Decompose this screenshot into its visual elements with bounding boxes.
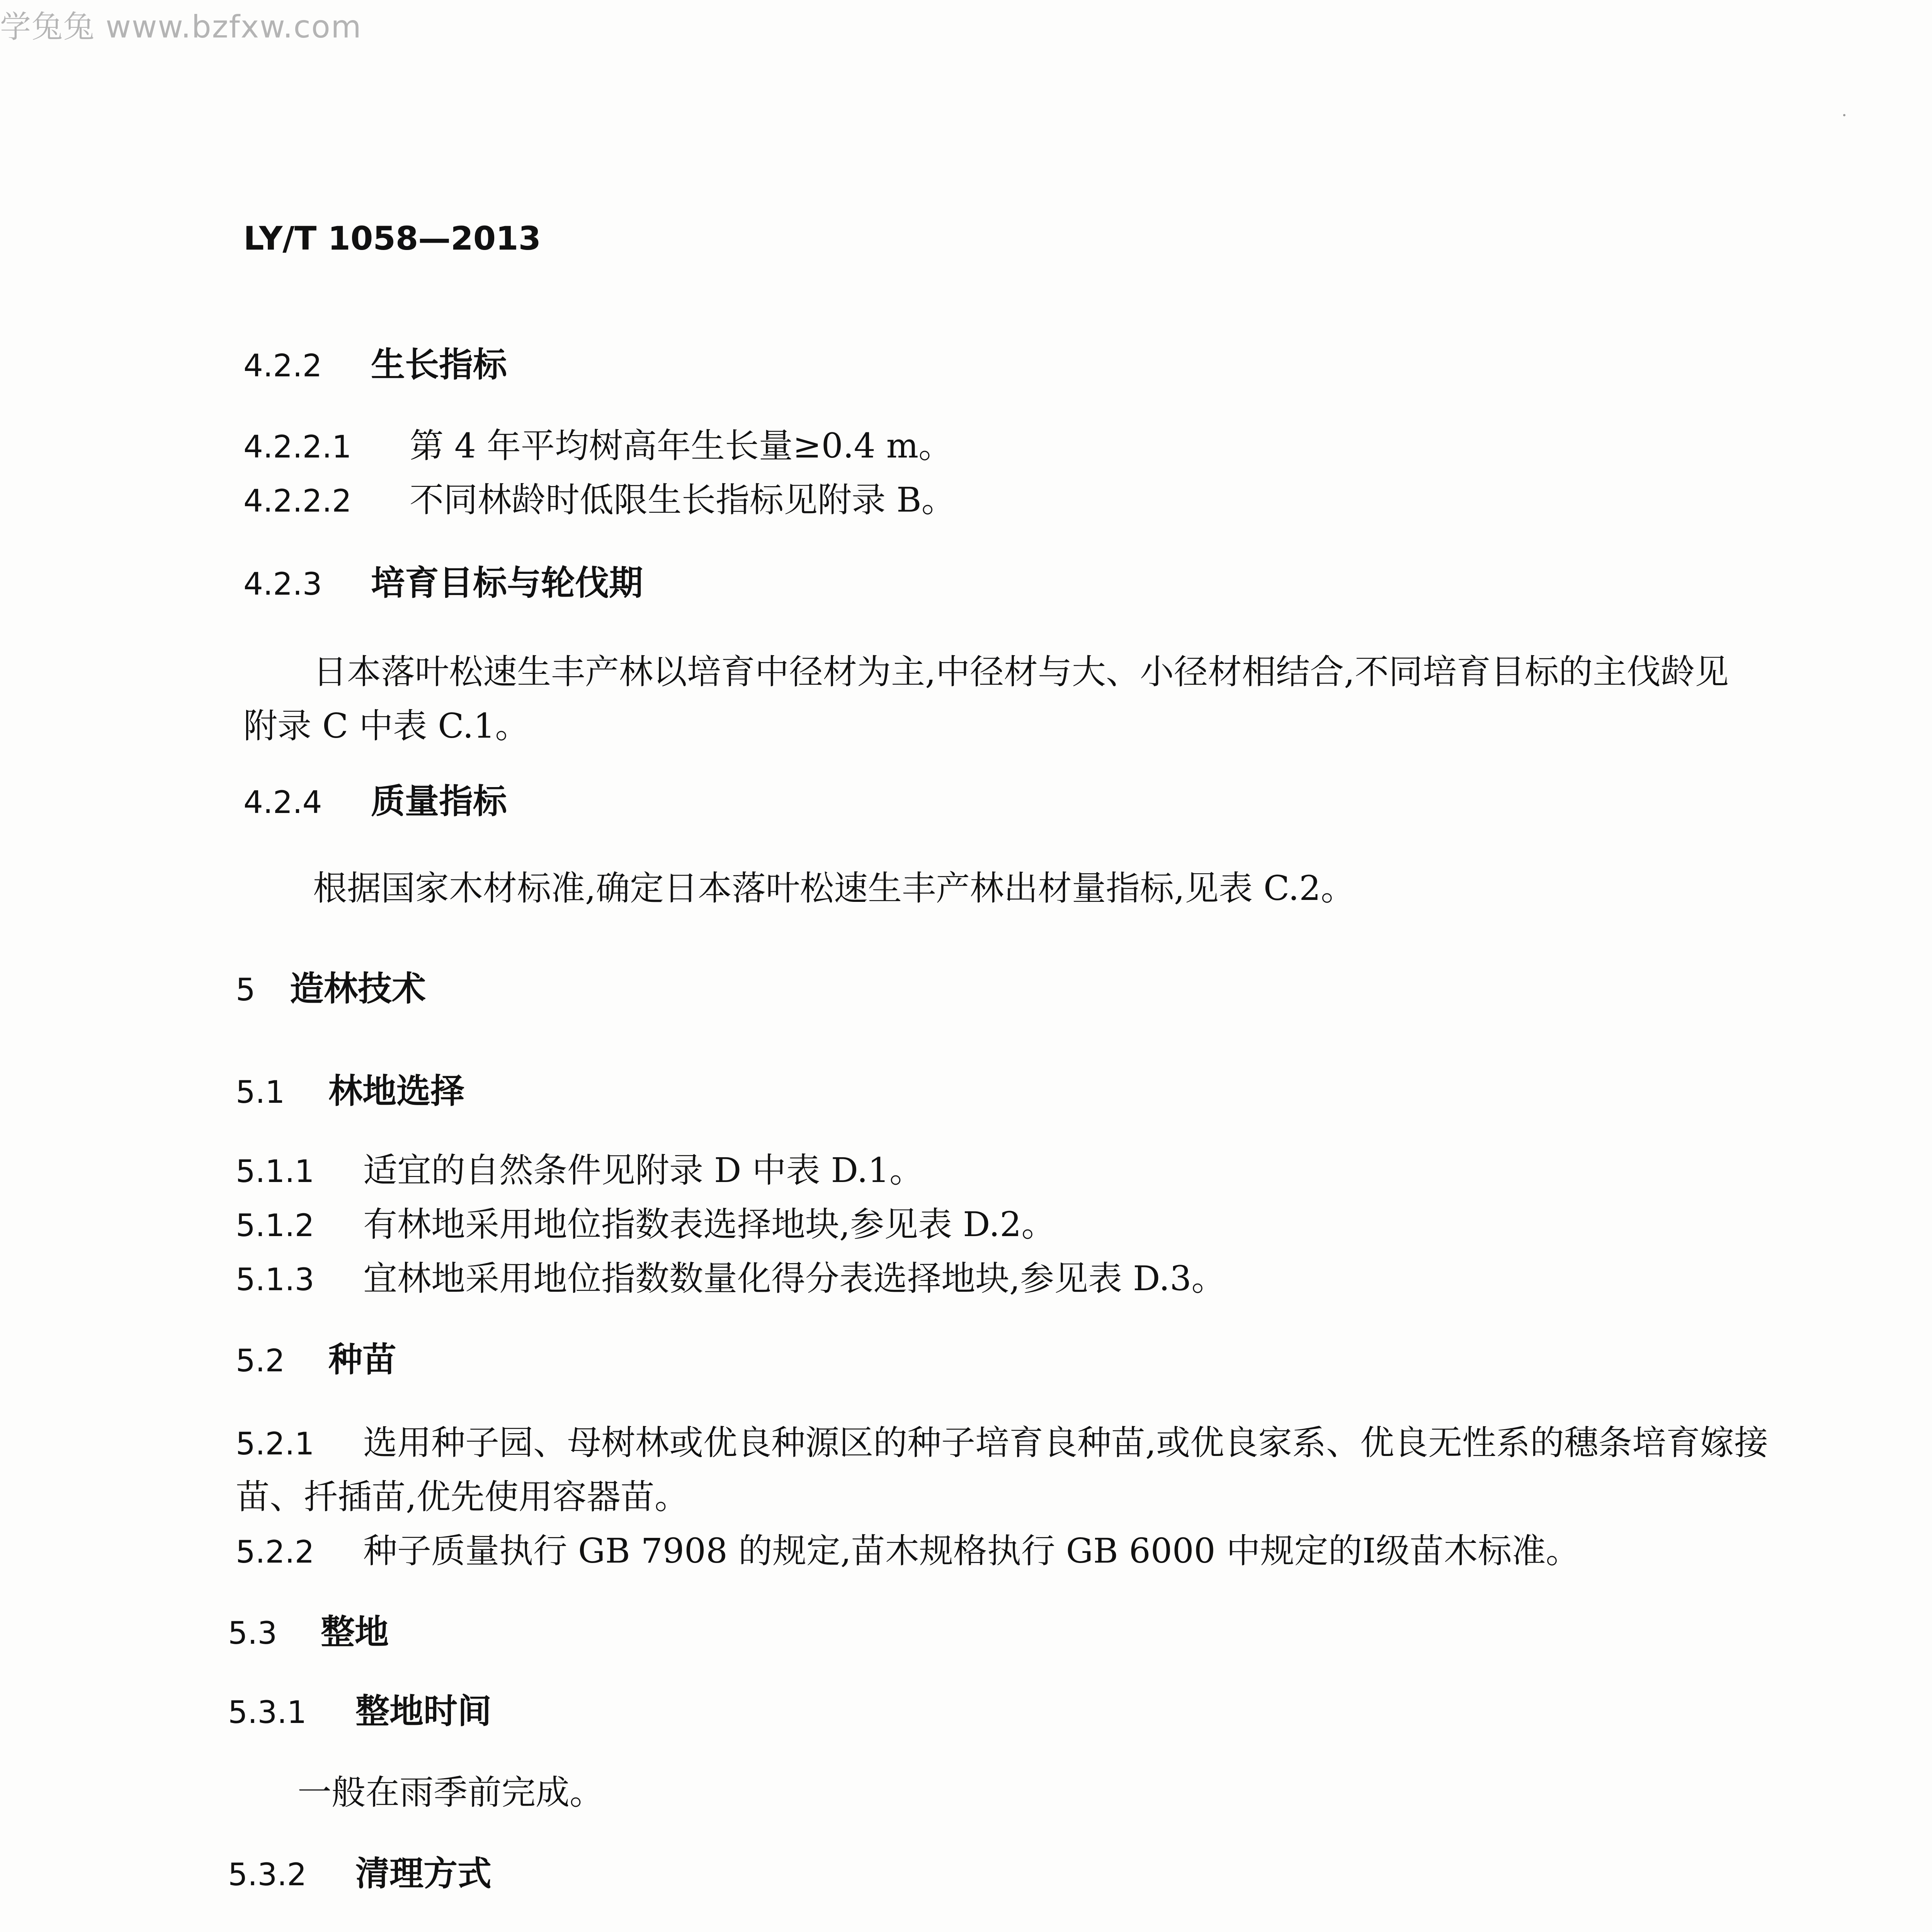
clause-number: 4.2.2.2 [243, 483, 352, 519]
clause-text: 选用种子园、母树林或优良种源区的种子培育良种苗,或优良家系、优良无性系的穗条培育嫁接 [363, 1423, 1768, 1463]
chapter-title: 造林技术 [290, 969, 426, 1009]
section-5-3-1-heading [228, 1691, 492, 1731]
section-title: 生长指标 [371, 345, 507, 384]
section-number: 5.3.2 [228, 1857, 307, 1893]
section-title: 清理方式 [355, 1854, 492, 1893]
clause-number: 5.1.2 [236, 1208, 315, 1243]
clause-text: 有林地采用地位指数表选择地块,参见表 D.2。 [363, 1204, 1056, 1244]
chapter-5-heading [236, 969, 426, 1009]
section-5-2-heading [236, 1340, 397, 1379]
scan-speck [1843, 114, 1845, 116]
section-title: 整地时间 [355, 1691, 492, 1731]
clause-5-1-2 [236, 1204, 1056, 1244]
clause-number: 5.2.2 [236, 1534, 315, 1570]
clause-text: 适宜的自然条件见附录 D 中表 D.1。 [363, 1150, 923, 1190]
paragraph-4-2-4: 根据国家木材标准,确定日本落叶松速生丰产林出材量指标,见表 C.2。 [313, 868, 1355, 908]
section-number: 5.3.1 [228, 1694, 307, 1730]
watermark: 学兔兔 www.bzfxw.com [0, 9, 362, 45]
paragraph-4-2-3-line-2: 附录 C 中表 C.1。 [243, 706, 529, 746]
clause-4-2-2-2 [243, 480, 956, 520]
section-number: 5.2 [236, 1343, 285, 1379]
section-number: 5.3 [228, 1615, 277, 1651]
section-title: 种苗 [328, 1340, 397, 1379]
section-4-2-2-heading [243, 345, 507, 384]
clause-text: 第 4 年平均树高年生长量≥0.4 m。 [410, 426, 953, 466]
clause-number: 5.1.3 [236, 1262, 315, 1298]
clause-text: 不同林龄时低限生长指标见附录 B。 [410, 480, 956, 520]
chapter-number: 5 [236, 972, 255, 1008]
section-title: 质量指标 [371, 781, 507, 821]
section-5-3-heading [228, 1612, 389, 1652]
clause-number: 5.1.1 [236, 1153, 315, 1189]
clause-5-1-1 [236, 1150, 923, 1190]
clause-5-1-3 [236, 1259, 1226, 1298]
section-5-1-heading [236, 1071, 465, 1111]
clause-number: 4.2.2.1 [243, 429, 352, 465]
paragraph-5-3-1: 一般在雨季前完成。 [298, 1772, 604, 1812]
section-number: 4.2.2 [243, 348, 322, 384]
section-4-2-4-heading [243, 781, 507, 821]
paragraph-4-2-3-line-1: 日本落叶松速生丰产林以培育中径材为主,中径材与大、小径材相结合,不同培育目标的主伐龄见 [313, 652, 1729, 692]
clause-5-2-2 [236, 1531, 1580, 1571]
section-number: 4.2.3 [243, 566, 322, 602]
section-5-3-2-heading [228, 1854, 492, 1893]
clause-5-2-1 [236, 1423, 1768, 1463]
section-4-2-3-heading [243, 563, 643, 603]
section-number: 5.1 [236, 1074, 285, 1110]
clause-5-2-1-continuation: 苗、扦插苗,优先使用容器苗。 [236, 1477, 689, 1517]
clause-text: 种子质量执行 GB 7908 的规定,苗木规格执行 GB 6000 中规定的Ⅰ级苗木标准。 [363, 1531, 1580, 1571]
section-title: 培育目标与轮伐期 [371, 563, 643, 603]
clause-number: 5.2.1 [236, 1426, 315, 1462]
section-number: 4.2.4 [243, 784, 322, 820]
section-title: 林地选择 [328, 1071, 465, 1111]
clause-text: 宜林地采用地位指数数量化得分表选择地块,参见表 D.3。 [363, 1259, 1226, 1298]
clause-4-2-2-1 [243, 426, 953, 466]
standard-code-header: LY/T 1058—2013 [243, 219, 541, 257]
section-title: 整地 [321, 1612, 389, 1652]
